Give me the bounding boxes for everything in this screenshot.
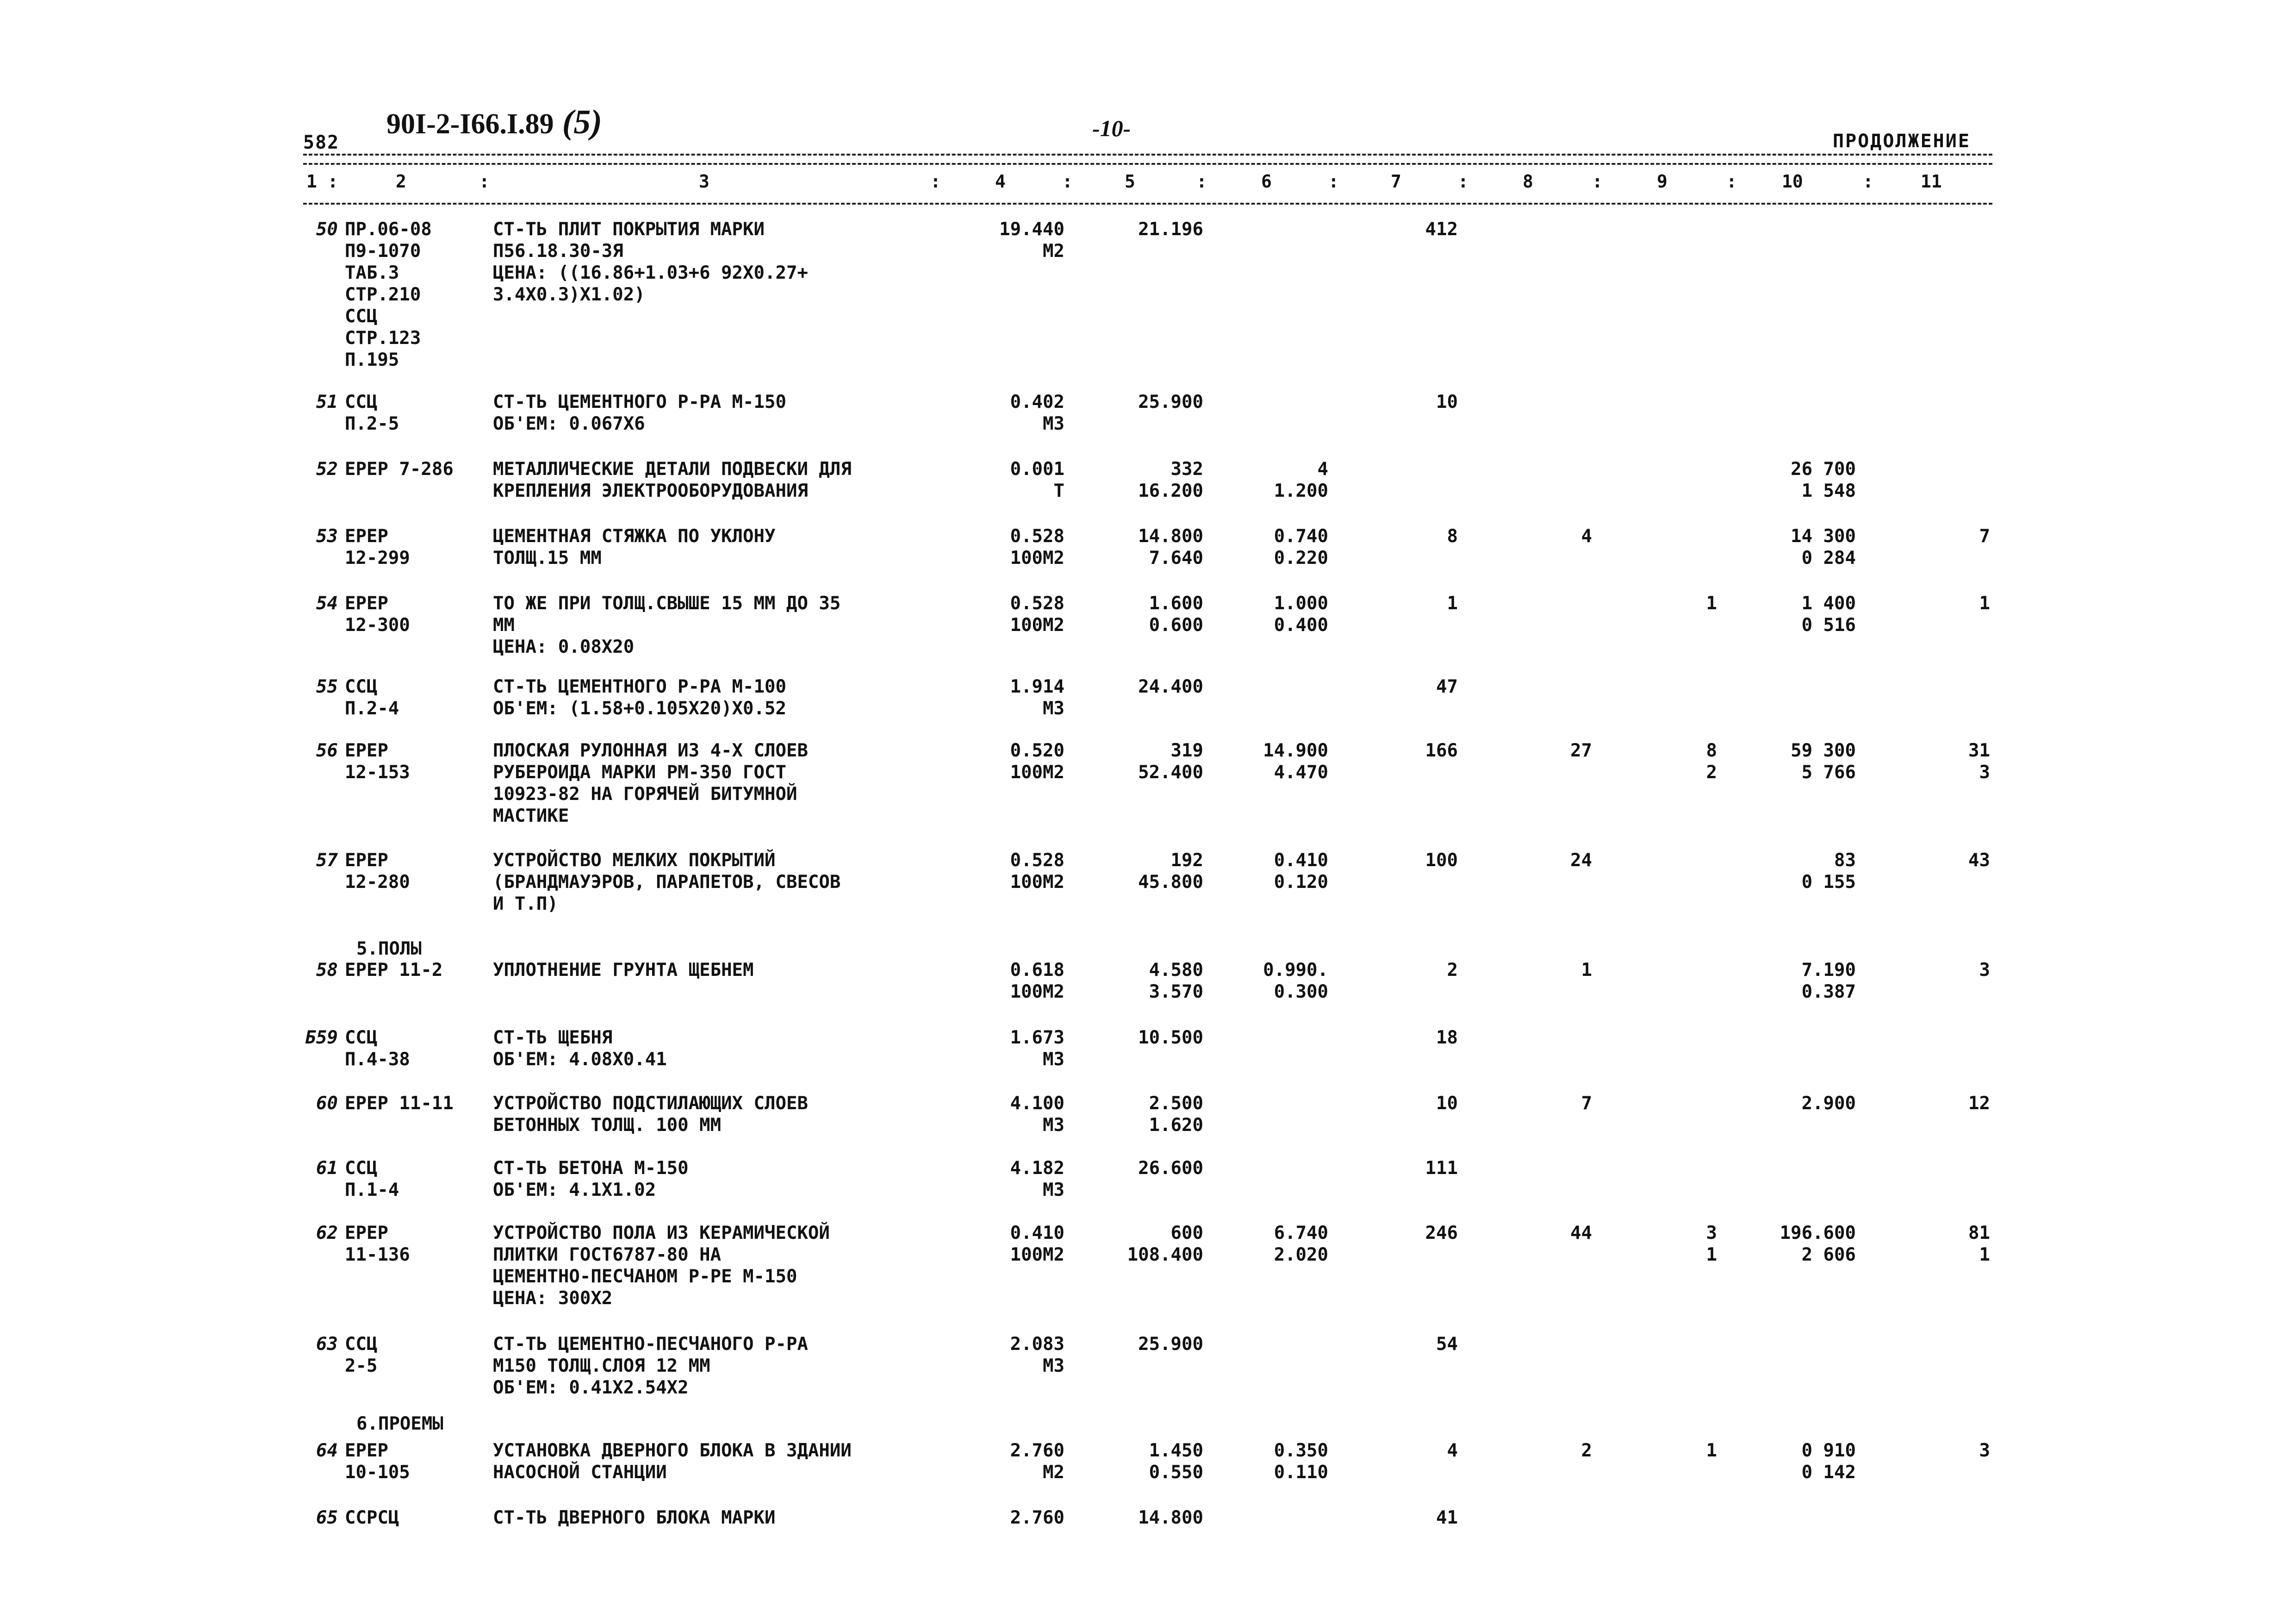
row-col-8 (1527, 676, 1592, 698)
column-header: 9 (1657, 171, 1668, 192)
row-description: СТ-ТЬ ЩЕБНЯ ОБ'ЕМ: 4.08Х0.41 (493, 1027, 667, 1070)
column-header: : (1328, 171, 1339, 192)
row-col-11: 31 3 (1968, 740, 1990, 783)
row-col-5: 21.196 (1138, 219, 1203, 240)
column-header: 11 (1921, 171, 1942, 192)
row-quantity: 4.100 М3 (1010, 1093, 1064, 1136)
row-col-7: 166 (1425, 740, 1458, 761)
row-quantity: 1.673 М3 (1010, 1027, 1064, 1070)
column-header: 4 (995, 171, 1006, 192)
row-number: 62 (316, 1223, 338, 1243)
row-reference: ССЦ П.2-4 (345, 676, 399, 719)
document-code (386, 103, 602, 142)
row-col-9 (1675, 1093, 1717, 1114)
row-col-6: 14.900 4.470 (1263, 740, 1328, 783)
row-col-5: 25.900 (1138, 392, 1203, 412)
row-col-7: 246 (1425, 1223, 1458, 1243)
row-description: УСТАНОВКА ДВЕРНОГО БЛОКА В ЗДАНИИ НАСОСНОЙ СТАНЦИИ (493, 1440, 852, 1483)
row-col-9 (1675, 391, 1717, 413)
column-header: : (1062, 171, 1073, 192)
column-header: : (1592, 171, 1603, 192)
row-col-8: 27 (1570, 740, 1592, 761)
row-col-6 (1222, 1157, 1328, 1179)
column-header: 5 (1125, 171, 1135, 192)
row-col-6 (1222, 1093, 1328, 1114)
row-description: МЕТАЛЛИЧЕСКИЕ ДЕТАЛИ ПОДВЕСКИ ДЛЯ КРЕПЛЕНИЯ ЭЛЕКТРООБОРУДОВАНИЯ (493, 459, 852, 501)
row-col-9: 1 (1706, 593, 1717, 614)
row-number: 54 (316, 593, 338, 614)
row-quantity: 0.410 100М2 (1010, 1223, 1064, 1265)
row-col-5: 1.600 0.600 (1149, 593, 1203, 636)
row-col-8: 1 (1581, 960, 1592, 981)
row-quantity: 0.001 Т (1010, 459, 1064, 501)
row-col-5: 4.580 3.570 (1149, 960, 1203, 1002)
row-col-11 (1921, 1333, 1990, 1355)
row-reference: ЕРЕР 11-2 (345, 960, 443, 981)
row-number: 51 (316, 392, 338, 412)
row-description: СТ-ТЬ БЕТОНА М-150 ОБ'ЕМ: 4.1Х1.02 (493, 1158, 689, 1200)
row-description: СТ-ТЬ ПЛИТ ПОКРЫТИЯ МАРКИ П56.18.30-3Я ЦЕНА: ((16.86+1.03+6 92Х0.27+ 3.4Х0.3)Х1.02) (493, 219, 808, 305)
row-col-5: 319 52.400 (1138, 740, 1203, 783)
row-quantity: 2.083 М3 (1010, 1334, 1064, 1376)
column-header: 3 (699, 171, 709, 192)
row-col-7: 8 (1447, 526, 1458, 547)
row-col-6: 0.410 0.120 (1274, 850, 1328, 893)
row-description: УСТРОЙСТВО МЕЛКИХ ПОКРЫТИЙ (БРАНДМАУЭРОВ, ПАРАПЕТОВ, СВЕСОВ И Т.П) (493, 850, 841, 914)
row-col-11: 12 (1968, 1093, 1990, 1114)
row-col-7: 4 (1447, 1440, 1458, 1461)
row-col-5: 10.500 (1138, 1027, 1203, 1048)
row-col-11 (1921, 1027, 1990, 1049)
row-col-5: 24.400 (1138, 676, 1203, 697)
row-col-6 (1222, 1027, 1328, 1049)
row-col-5: 14.800 (1138, 1507, 1203, 1528)
row-col-11 (1921, 458, 1990, 480)
row-reference: ССРСЦ (345, 1507, 399, 1528)
row-col-9 (1675, 525, 1717, 547)
row-reference: ПР.06-08 П9-1070 ТАБ.3 СТР.210 ССЦ СТР.123 П.195 (345, 219, 432, 370)
row-col-8: 4 (1581, 526, 1592, 547)
row-quantity: 0.528 100М2 (1010, 593, 1064, 636)
page-label: -10- (1092, 115, 1131, 141)
row-quantity: 0.528 100М2 (1010, 526, 1064, 568)
row-col-8 (1527, 593, 1592, 614)
row-col-10: 26 700 1 548 (1791, 459, 1856, 501)
row-quantity: 2.760 М2 (1010, 1440, 1064, 1483)
row-col-10 (1740, 1157, 1856, 1179)
row-description: ТО ЖЕ ПРИ ТОЛЩ.СВЫШЕ 15 ММ ДО 35 ММ ЦЕНА: 0.08Х20 (493, 593, 841, 657)
row-number: 55 (316, 676, 338, 697)
row-col-6: 1.000 0.400 (1274, 593, 1328, 636)
row-col-8 (1527, 391, 1592, 413)
row-col-5: 14.800 7.640 (1138, 526, 1203, 568)
row-col-11 (1921, 1157, 1990, 1179)
row-col-5: 332 16.200 (1138, 459, 1203, 501)
row-col-10 (1740, 676, 1856, 698)
row-col-11 (1921, 219, 1990, 240)
section-heading-floors: 5.ПОЛЫ (356, 938, 422, 959)
row-col-8: 2 (1581, 1440, 1592, 1461)
row-col-7: 18 (1436, 1027, 1458, 1048)
row-reference: ЕРЕР 10-105 (345, 1440, 410, 1483)
row-col-7: 41 (1436, 1507, 1458, 1528)
row-reference: ССЦ П.1-4 (345, 1158, 399, 1200)
row-col-6: 0.740 0.220 (1274, 526, 1328, 568)
row-col-6: 4 1.200 (1274, 459, 1328, 501)
row-col-10: 14 300 0 284 (1791, 526, 1856, 568)
row-col-11 (1921, 676, 1990, 698)
row-col-7: 10 (1436, 1093, 1458, 1114)
column-header: : (930, 171, 941, 192)
column-header: : (1863, 171, 1873, 192)
row-col-10 (1740, 1333, 1856, 1355)
row-col-7 (1351, 458, 1458, 480)
row-description: УСТРОЙСТВО ПОДСТИЛАЮЩИХ СЛОЕВ БЕТОННЫХ ТОЛЩ. 100 ММ (493, 1093, 808, 1136)
column-header: 2 (396, 171, 406, 192)
row-description: УПЛОТНЕНИЕ ГРУНТА ЩЕБНЕМ (493, 960, 754, 981)
row-reference: ЕРЕР 11-11 (345, 1093, 454, 1114)
row-col-7: 10 (1436, 392, 1458, 412)
row-col-8 (1527, 1157, 1592, 1179)
row-quantity: 0.520 100М2 (1010, 740, 1064, 783)
row-col-5: 26.600 (1138, 1158, 1203, 1179)
column-header: 8 (1523, 171, 1533, 192)
row-description: ПЛОСКАЯ РУЛОННАЯ ИЗ 4-Х СЛОЕВ РУБЕРОИДА МАРКИ РМ-350 ГОСТ 10923-82 НА ГОРЯЧЕЙ БИТУМНОЙ МАСТИКЕ (493, 740, 808, 826)
row-col-9: 1 (1706, 1440, 1717, 1461)
row-number: 53 (316, 526, 338, 547)
row-col-10 (1740, 1027, 1856, 1049)
row-col-8 (1527, 458, 1592, 480)
row-col-11: 1 (1979, 593, 1990, 614)
row-col-11 (1921, 1507, 1990, 1529)
row-number: 56 (316, 740, 338, 761)
continuation-label: ПРОДОЛЖЕНИЕ (1833, 131, 1971, 152)
row-col-9 (1675, 1157, 1717, 1179)
row-col-6: 0.350 0.110 (1274, 1440, 1328, 1483)
row-quantity: 2.760 (1010, 1507, 1064, 1528)
row-col-7: 2 (1447, 960, 1458, 981)
section-heading-openings: 6.ПРОЕМЫ (356, 1413, 443, 1434)
row-col-5: 25.900 (1138, 1334, 1203, 1355)
row-col-10 (1740, 1507, 1856, 1529)
row-col-8: 44 (1570, 1223, 1592, 1243)
row-col-11: 3 (1979, 960, 1990, 981)
row-col-10: 196.600 2 606 (1780, 1223, 1856, 1265)
row-col-9 (1675, 1507, 1717, 1529)
row-description: УСТРОЙСТВО ПОЛА ИЗ КЕРАМИЧЕСКОЙ ПЛИТКИ ГОСТ6787-80 НА ЦЕМЕНТНО-ПЕСЧАНОМ Р-РЕ М-150 ЦЕНА: 300Х2 (493, 1223, 830, 1309)
row-number: 57 (316, 850, 338, 871)
header-top-rule (303, 154, 1992, 156)
row-quantity: 4.182 М3 (1010, 1158, 1064, 1200)
row-quantity: 1.914 М3 (1010, 676, 1064, 719)
column-header: 6 (1261, 171, 1272, 192)
row-col-5: 2.500 1.620 (1149, 1093, 1203, 1136)
row-col-7: 1 (1447, 593, 1458, 614)
row-col-9 (1675, 219, 1717, 240)
row-col-11: 3 (1979, 1440, 1990, 1461)
row-number: 64 (316, 1440, 338, 1461)
row-col-10: 59 300 5 766 (1791, 740, 1856, 783)
row-col-5: 600 108.400 (1127, 1223, 1203, 1265)
row-reference: ЕРЕР 7-286 (345, 459, 454, 480)
row-description: ЦЕМЕНТНАЯ СТЯЖКА ПО УКЛОНУ ТОЛЩ.15 ММ (493, 526, 776, 568)
row-col-9 (1675, 1333, 1717, 1355)
row-col-8: 7 (1581, 1093, 1592, 1114)
row-number: 60 (316, 1093, 338, 1114)
row-col-6 (1222, 391, 1328, 413)
row-reference: ЕРЕР 11-136 (345, 1223, 410, 1265)
column-header: 1 : (306, 171, 338, 192)
row-col-6: 0.990. 0.300 (1263, 960, 1328, 1002)
row-reference: ССЦ П.2-5 (345, 392, 399, 434)
column-header: 7 (1391, 171, 1401, 192)
row-reference: ССЦ П.4-38 (345, 1027, 410, 1070)
header-top-rule-2 (303, 163, 1992, 165)
row-quantity: 0.528 100М2 (1010, 850, 1064, 893)
column-header: 10 (1782, 171, 1803, 192)
row-reference: ЕРЕР 12-299 (345, 526, 410, 568)
document-code-text: 90I-2-I66.I.89 (386, 108, 554, 140)
row-number: 58 (316, 960, 338, 981)
row-col-10 (1740, 391, 1856, 413)
row-col-6: 6.740 2.020 (1274, 1223, 1328, 1265)
row-col-7: 47 (1436, 676, 1458, 697)
row-description: СТ-ТЬ ДВЕРНОГО БЛОКА МАРКИ (493, 1507, 776, 1528)
row-col-6 (1222, 1507, 1328, 1529)
row-col-5: 1.450 0.550 (1149, 1440, 1203, 1483)
row-col-10: 1 400 0 516 (1801, 593, 1856, 636)
row-reference: ССЦ 2-5 (345, 1334, 378, 1376)
row-quantity: 0.618 100М2 (1010, 960, 1064, 1002)
row-col-6 (1222, 1333, 1328, 1355)
row-col-9 (1675, 1027, 1717, 1049)
sheet-number: 582 (303, 132, 340, 153)
row-col-9: 8 2 (1706, 740, 1717, 783)
row-col-11: 7 (1979, 526, 1990, 547)
row-col-10: 0 910 0 142 (1801, 1440, 1856, 1483)
row-number: 61 (316, 1158, 338, 1179)
row-col-11: 43 (1968, 850, 1990, 871)
row-col-10: 2.900 (1801, 1093, 1856, 1114)
document-code-suffix: (5) (562, 103, 602, 141)
header-bottom-rule (303, 203, 1992, 205)
row-col-7: 100 (1425, 850, 1458, 871)
row-col-10: 7.190 0.387 (1801, 960, 1856, 1002)
row-reference: ЕРЕР 12-280 (345, 850, 410, 893)
row-number: 63 (316, 1334, 338, 1355)
column-header: : (479, 171, 490, 192)
row-reference: ЕРЕР 12-153 (345, 740, 410, 783)
row-col-7: 111 (1425, 1158, 1458, 1179)
row-number: 65 (316, 1507, 338, 1528)
row-col-7: 412 (1425, 219, 1458, 240)
row-reference: ЕРЕР 12-300 (345, 593, 410, 636)
row-col-7: 54 (1436, 1334, 1458, 1355)
row-col-8 (1527, 1333, 1592, 1355)
row-description: СТ-ТЬ ЦЕМЕНТНОГО Р-РА М-150 ОБ'ЕМ: 0.067Х6 (493, 392, 786, 434)
row-col-10 (1740, 219, 1856, 240)
row-col-11 (1921, 391, 1990, 413)
row-col-9 (1675, 676, 1717, 698)
row-quantity: 19.440 М2 (999, 219, 1064, 262)
row-col-6 (1222, 676, 1328, 698)
row-col-8: 24 (1570, 850, 1592, 871)
column-header: : (1458, 171, 1468, 192)
row-col-9 (1675, 458, 1717, 480)
row-col-9 (1675, 849, 1717, 871)
row-description: СТ-ТЬ ЦЕМЕНТНОГО Р-РА М-100 ОБ'ЕМ: (1.58+0.105Х20)Х0.52 (493, 676, 786, 719)
row-col-8 (1527, 1507, 1592, 1529)
column-header: : (1196, 171, 1207, 192)
row-description: СТ-ТЬ ЦЕМЕНТНО-ПЕСЧАНОГО Р-РА М150 ТОЛЩ.СЛОЯ 12 ММ ОБ'ЕМ: 0.41Х2.54Х2 (493, 1334, 808, 1398)
row-col-8 (1527, 219, 1592, 240)
row-col-9 (1675, 959, 1717, 981)
row-number: 52 (316, 459, 338, 480)
row-col-5: 192 45.800 (1138, 850, 1203, 893)
row-col-8 (1527, 1027, 1592, 1049)
row-col-9: 3 1 (1706, 1223, 1717, 1265)
row-col-6 (1222, 219, 1328, 240)
row-col-10: 83 0 155 (1801, 850, 1856, 893)
column-header: : (1726, 171, 1737, 192)
row-quantity: 0.402 М3 (1010, 392, 1064, 434)
row-number: 50 (316, 219, 338, 240)
row-col-11: 81 1 (1968, 1223, 1990, 1265)
row-number: Б59 (305, 1027, 338, 1048)
